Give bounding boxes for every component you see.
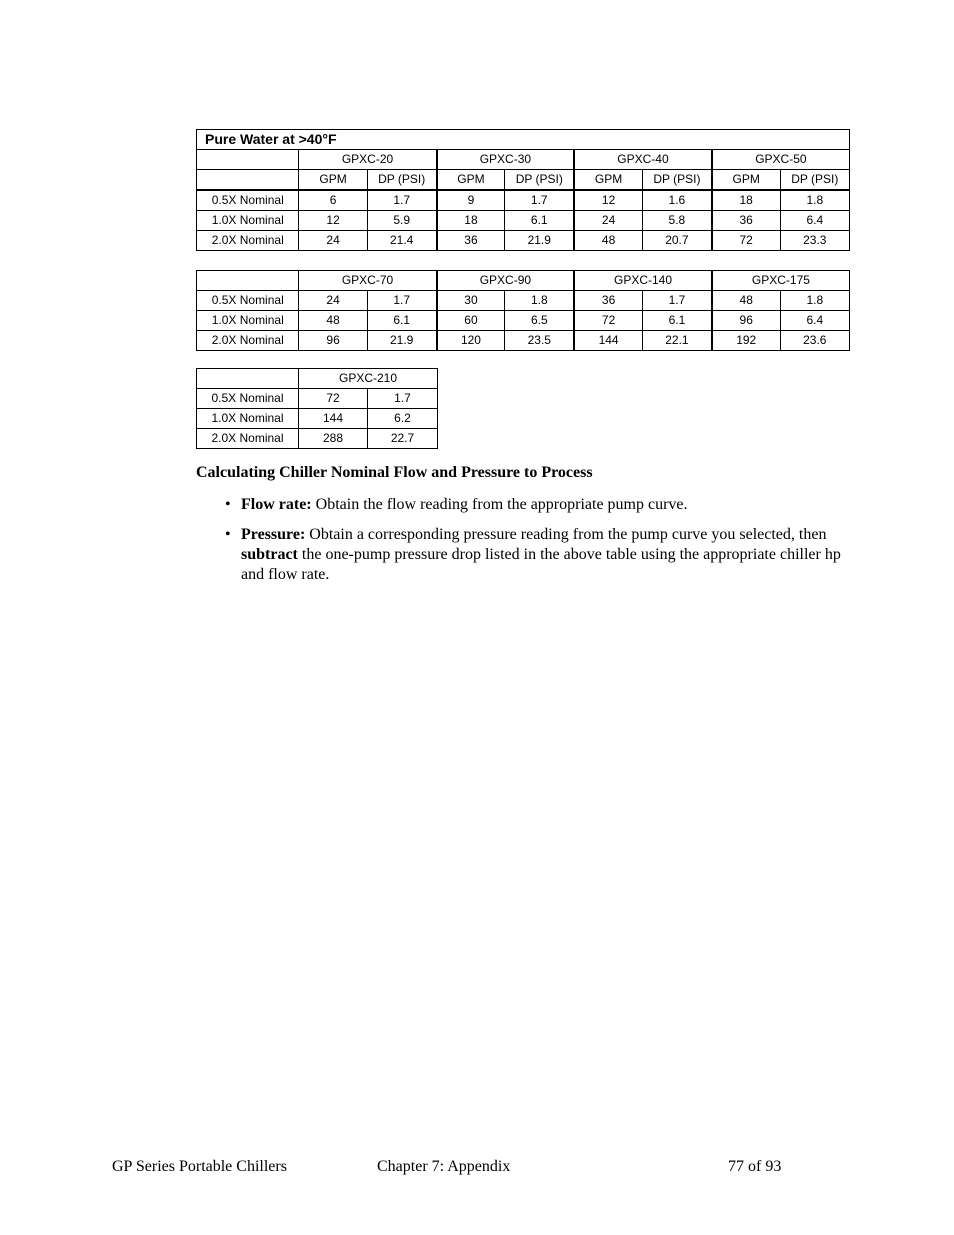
gpm-cell: 6 (299, 190, 367, 211)
table-row (197, 409, 438, 429)
dp-cell: 21.4 (367, 231, 436, 251)
dp-cell: 23.5 (505, 331, 574, 351)
row-label: 2.0X Nominal (197, 429, 299, 449)
row-label: 0.5X Nominal (197, 291, 299, 311)
dp-cell: 6.2 (368, 409, 438, 429)
unit-header: DP (PSI) (505, 170, 574, 191)
gpm-cell: 36 (712, 211, 780, 231)
gpm-cell: 288 (299, 429, 368, 449)
table-title: Pure Water at >40°F (197, 130, 850, 150)
row-label: 1.0X Nominal (197, 311, 299, 331)
gpm-cell: 48 (299, 311, 367, 331)
row-label: 0.5X Nominal (197, 190, 299, 211)
model-header: GPXC-50 (712, 150, 850, 170)
dp-cell: 22.7 (368, 429, 438, 449)
gpm-cell: 48 (574, 231, 642, 251)
gpm-cell: 18 (712, 190, 780, 211)
instruction-list (222, 495, 842, 595)
unit-header: GPM (299, 170, 367, 191)
model-header: GPXC-30 (437, 150, 575, 170)
unit-header: GPM (574, 170, 642, 191)
model-header-row (197, 369, 438, 389)
model-header: GPXC-140 (574, 271, 712, 291)
gpm-cell: 144 (299, 409, 368, 429)
unit-header: DP (PSI) (780, 170, 849, 191)
bullet-label: Pressure: (241, 526, 306, 543)
row-label: 1.0X Nominal (197, 211, 299, 231)
gpm-cell: 96 (712, 311, 780, 331)
gpm-cell: 24 (299, 291, 367, 311)
corner-cell (197, 150, 299, 170)
footer-document-title: GP Series Portable Chillers (112, 1158, 287, 1175)
gpm-cell: 24 (574, 211, 642, 231)
dp-cell: 6.1 (643, 311, 712, 331)
model-header: GPXC-175 (712, 271, 850, 291)
dp-cell: 1.8 (780, 291, 849, 311)
unit-header-row (197, 170, 850, 191)
bullet-text: the one-pump pressure drop listed in the above table using the appropriate chiller hp and flow rate. (241, 546, 841, 583)
table-row (197, 311, 850, 331)
table-row (197, 331, 850, 351)
gpm-cell: 96 (299, 331, 367, 351)
dp-cell: 1.7 (367, 291, 436, 311)
list-item (222, 495, 842, 515)
dp-cell: 6.4 (780, 311, 849, 331)
dp-cell: 1.7 (368, 389, 438, 409)
dp-cell: 6.1 (367, 311, 436, 331)
table-row (197, 389, 438, 409)
section-heading: Calculating Chiller Nominal Flow and Pressure to Process (196, 464, 593, 481)
dp-cell: 23.3 (780, 231, 849, 251)
model-header: GPXC-70 (299, 271, 437, 291)
pressure-drop-table-1 (196, 129, 850, 251)
unit-header: DP (PSI) (642, 170, 711, 191)
row-label: 2.0X Nominal (197, 331, 299, 351)
dp-cell: 21.9 (367, 331, 436, 351)
table-row (197, 211, 850, 231)
gpm-cell: 36 (574, 291, 642, 311)
gpm-cell: 12 (299, 211, 367, 231)
row-label: 0.5X Nominal (197, 389, 299, 409)
bullet-emphasis: subtract (241, 546, 298, 563)
corner-cell (197, 271, 299, 291)
gpm-cell: 9 (437, 190, 505, 211)
pressure-drop-table-2 (196, 270, 850, 351)
table-title-row (197, 130, 850, 150)
bullet-icon: • (225, 496, 231, 513)
gpm-cell: 24 (299, 231, 367, 251)
model-header: GPXC-40 (574, 150, 712, 170)
table-row (197, 429, 438, 449)
gpm-cell: 192 (712, 331, 780, 351)
gpm-cell: 48 (712, 291, 780, 311)
gpm-cell: 36 (437, 231, 505, 251)
bullet-text: Obtain a corresponding pressure reading from the pump curve you selected, then (305, 526, 827, 543)
table-row (197, 291, 850, 311)
model-header-row (197, 271, 850, 291)
dp-cell: 21.9 (505, 231, 574, 251)
bullet-icon: • (225, 526, 231, 543)
model-header-row (197, 150, 850, 170)
dp-cell: 1.7 (643, 291, 712, 311)
unit-header: GPM (712, 170, 780, 191)
gpm-cell: 18 (437, 211, 505, 231)
dp-cell: 1.6 (642, 190, 711, 211)
dp-cell: 22.1 (643, 331, 712, 351)
gpm-cell: 144 (574, 331, 642, 351)
table-row (197, 190, 850, 211)
gpm-cell: 72 (574, 311, 642, 331)
gpm-cell: 30 (437, 291, 505, 311)
dp-cell: 1.7 (505, 190, 574, 211)
gpm-cell: 72 (712, 231, 780, 251)
dp-cell: 1.8 (780, 190, 849, 211)
gpm-cell: 60 (437, 311, 505, 331)
dp-cell: 5.8 (642, 211, 711, 231)
dp-cell: 1.7 (367, 190, 436, 211)
dp-cell: 6.5 (505, 311, 574, 331)
dp-cell: 1.8 (505, 291, 574, 311)
dp-cell: 5.9 (367, 211, 436, 231)
dp-cell: 20.7 (642, 231, 711, 251)
model-header: GPXC-20 (299, 150, 437, 170)
model-header: GPXC-90 (437, 271, 575, 291)
dp-cell: 6.4 (780, 211, 849, 231)
gpm-cell: 12 (574, 190, 642, 211)
table-row (197, 231, 850, 251)
gpm-cell: 120 (437, 331, 505, 351)
row-label: 2.0X Nominal (197, 231, 299, 251)
corner-cell (197, 170, 299, 191)
pressure-drop-table-3 (196, 368, 438, 449)
dp-cell: 6.1 (505, 211, 574, 231)
corner-cell (197, 369, 299, 389)
footer-chapter: Chapter 7: Appendix (377, 1158, 511, 1175)
list-item (222, 525, 842, 585)
bullet-text: Obtain the flow reading from the appropriate pump curve. (311, 496, 688, 513)
row-label: 1.0X Nominal (197, 409, 299, 429)
model-header: GPXC-210 (299, 369, 438, 389)
unit-header: GPM (437, 170, 505, 191)
unit-header: DP (PSI) (367, 170, 436, 191)
dp-cell: 23.6 (780, 331, 849, 351)
footer-page-number: 77 of 93 (728, 1158, 782, 1175)
gpm-cell: 72 (299, 389, 368, 409)
bullet-label: Flow rate: (241, 496, 312, 513)
